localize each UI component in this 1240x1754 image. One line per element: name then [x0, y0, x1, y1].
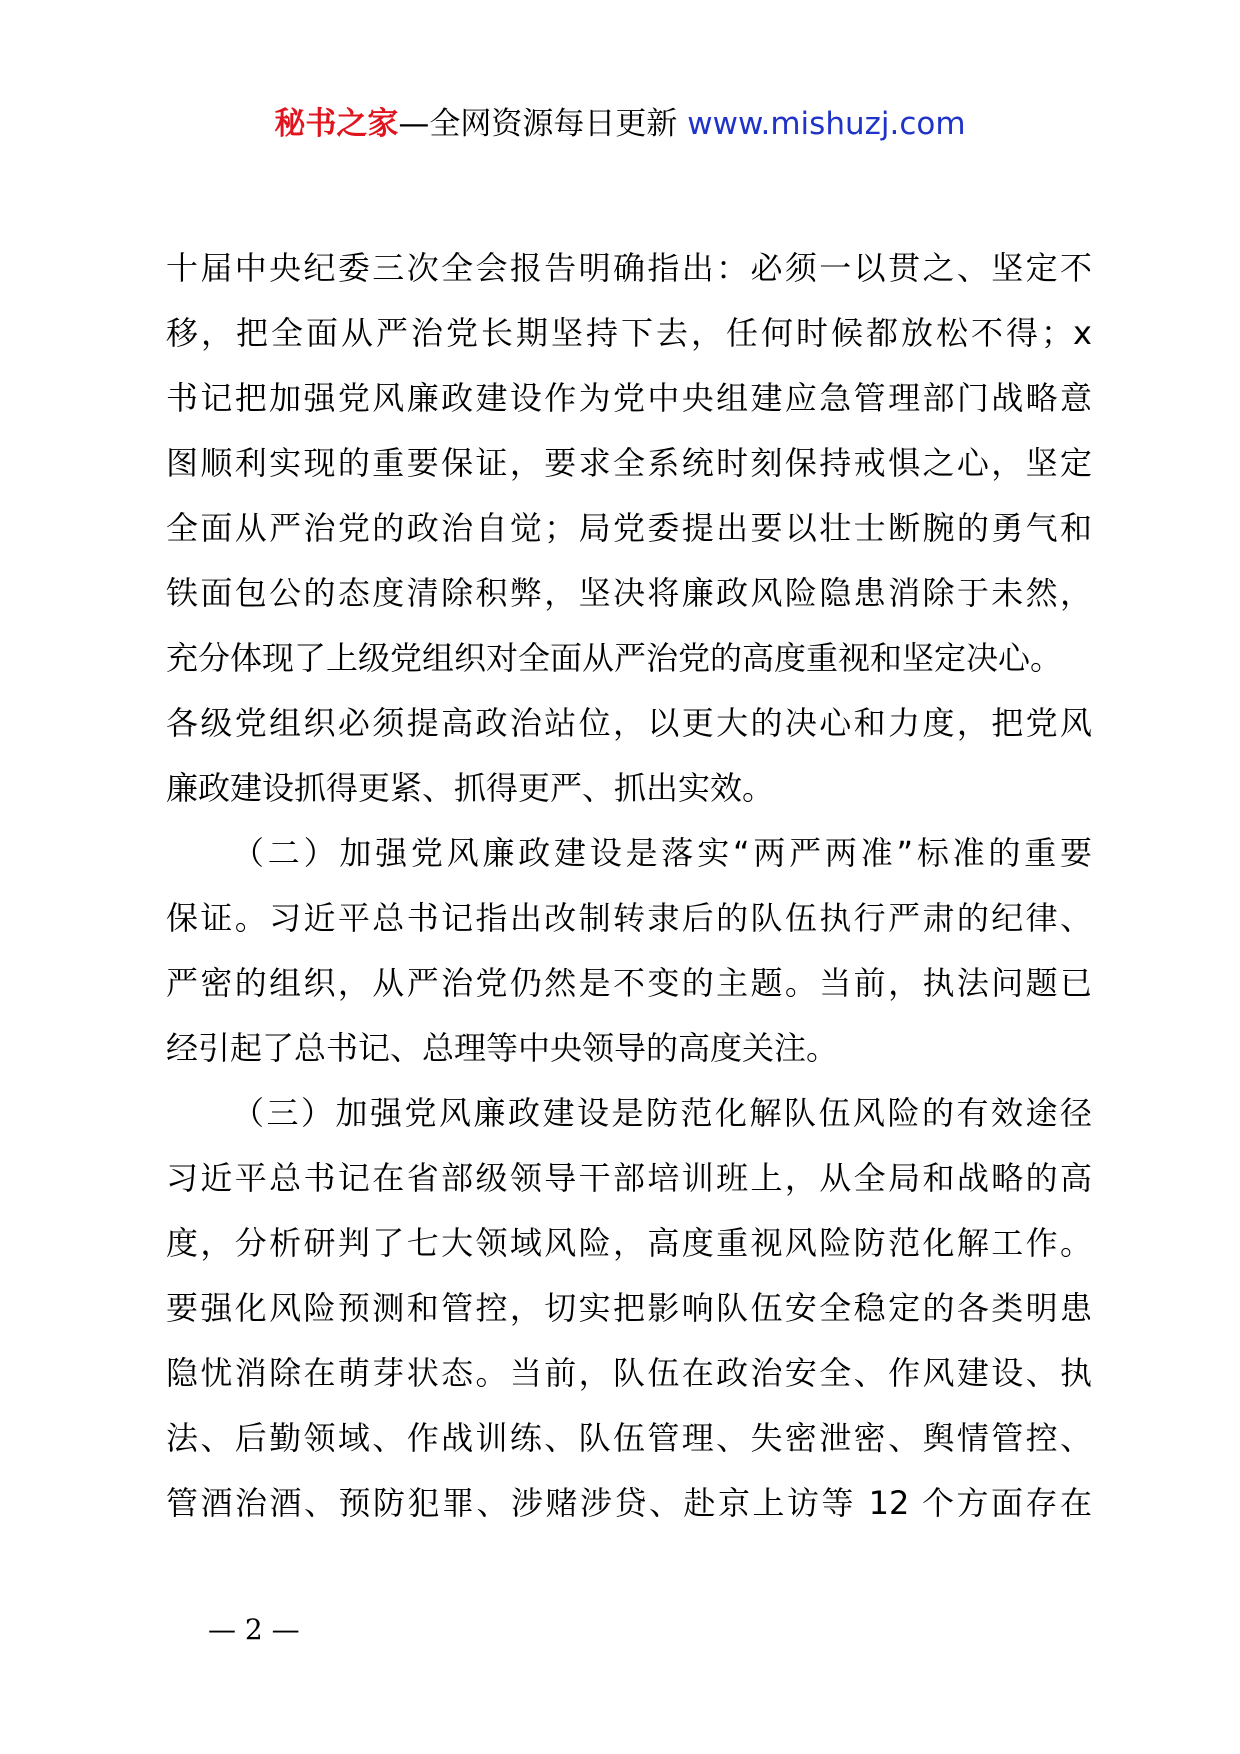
- text-line: 图顺利实现的重要保证，要求全系统时刻保持戒惧之心，坚定: [166, 444, 1092, 482]
- site-banner: [0, 100, 1240, 148]
- text-line: 充分体现了上级党组织对全面从严治党的高度重视和坚定决心。: [166, 639, 1063, 677]
- document-body: [166, 236, 1092, 1536]
- text-line: 严密的组织，从严治党仍然是不变的主题。当前，执法问题已: [166, 964, 1092, 1002]
- brand-slogan: —全网资源每日更新: [398, 106, 678, 142]
- text-line: 书记把加强党风廉政建设作为党中央组建应急管理部门战略意: [166, 379, 1092, 417]
- text-line: 全面从严治党的政治自觉；局党委提出要以壮士断腕的勇气和: [166, 509, 1092, 547]
- text-line: 度，分析研判了七大领域风险，高度重视风险防范化解工作。: [166, 1224, 1092, 1262]
- brand-name: 秘书之家: [274, 106, 399, 142]
- text-line: 廉政建设抓得更紧、抓得更严、抓出实效。: [166, 769, 775, 807]
- text-line: 移，把全面从严治党长期坚持下去，任何时候都放松不得；x: [166, 314, 1092, 352]
- text-line: 铁面包公的态度清除积弊，坚决将廉政风险隐患消除于未然，: [166, 574, 1092, 612]
- text-line: 经引起了总书记、总理等中央领导的高度关注。: [166, 1029, 839, 1067]
- site-url-link[interactable]: www.mishuzj.com: [687, 106, 966, 142]
- section-heading-2: （二）加强党风廉政建设是落实“两严两准”标准的重要: [232, 834, 1092, 872]
- page-number: — 2 —: [208, 1613, 300, 1646]
- text-line: 各级党组织必须提高政治站位，以更大的决心和力度，把党风: [166, 704, 1092, 742]
- text-line: 管酒治酒、预防犯罪、涉赌涉贷、赴京上访等 12 个方面存在: [166, 1484, 1092, 1522]
- text-line: 十届中央纪委三次全会报告明确指出：必须一以贯之、坚定不: [166, 249, 1092, 287]
- text-line: 法、后勤领域、作战训练、队伍管理、失密泄密、舆情管控、: [166, 1419, 1092, 1457]
- text-line: 隐忧消除在萌芽状态。当前，队伍在政治安全、作风建设、执: [166, 1354, 1092, 1392]
- section-heading-3: （三）加强党风廉政建设是防范化解队伍风险的有效途径: [232, 1094, 1092, 1132]
- text-line: 习近平总书记在省部级领导干部培训班上，从全局和战略的高: [166, 1159, 1092, 1197]
- text-line: 要强化风险预测和管控，切实把影响队伍安全稳定的各类明患: [166, 1289, 1092, 1327]
- text-line: 保证。习近平总书记指出改制转隶后的队伍执行严肃的纪律、: [166, 899, 1092, 937]
